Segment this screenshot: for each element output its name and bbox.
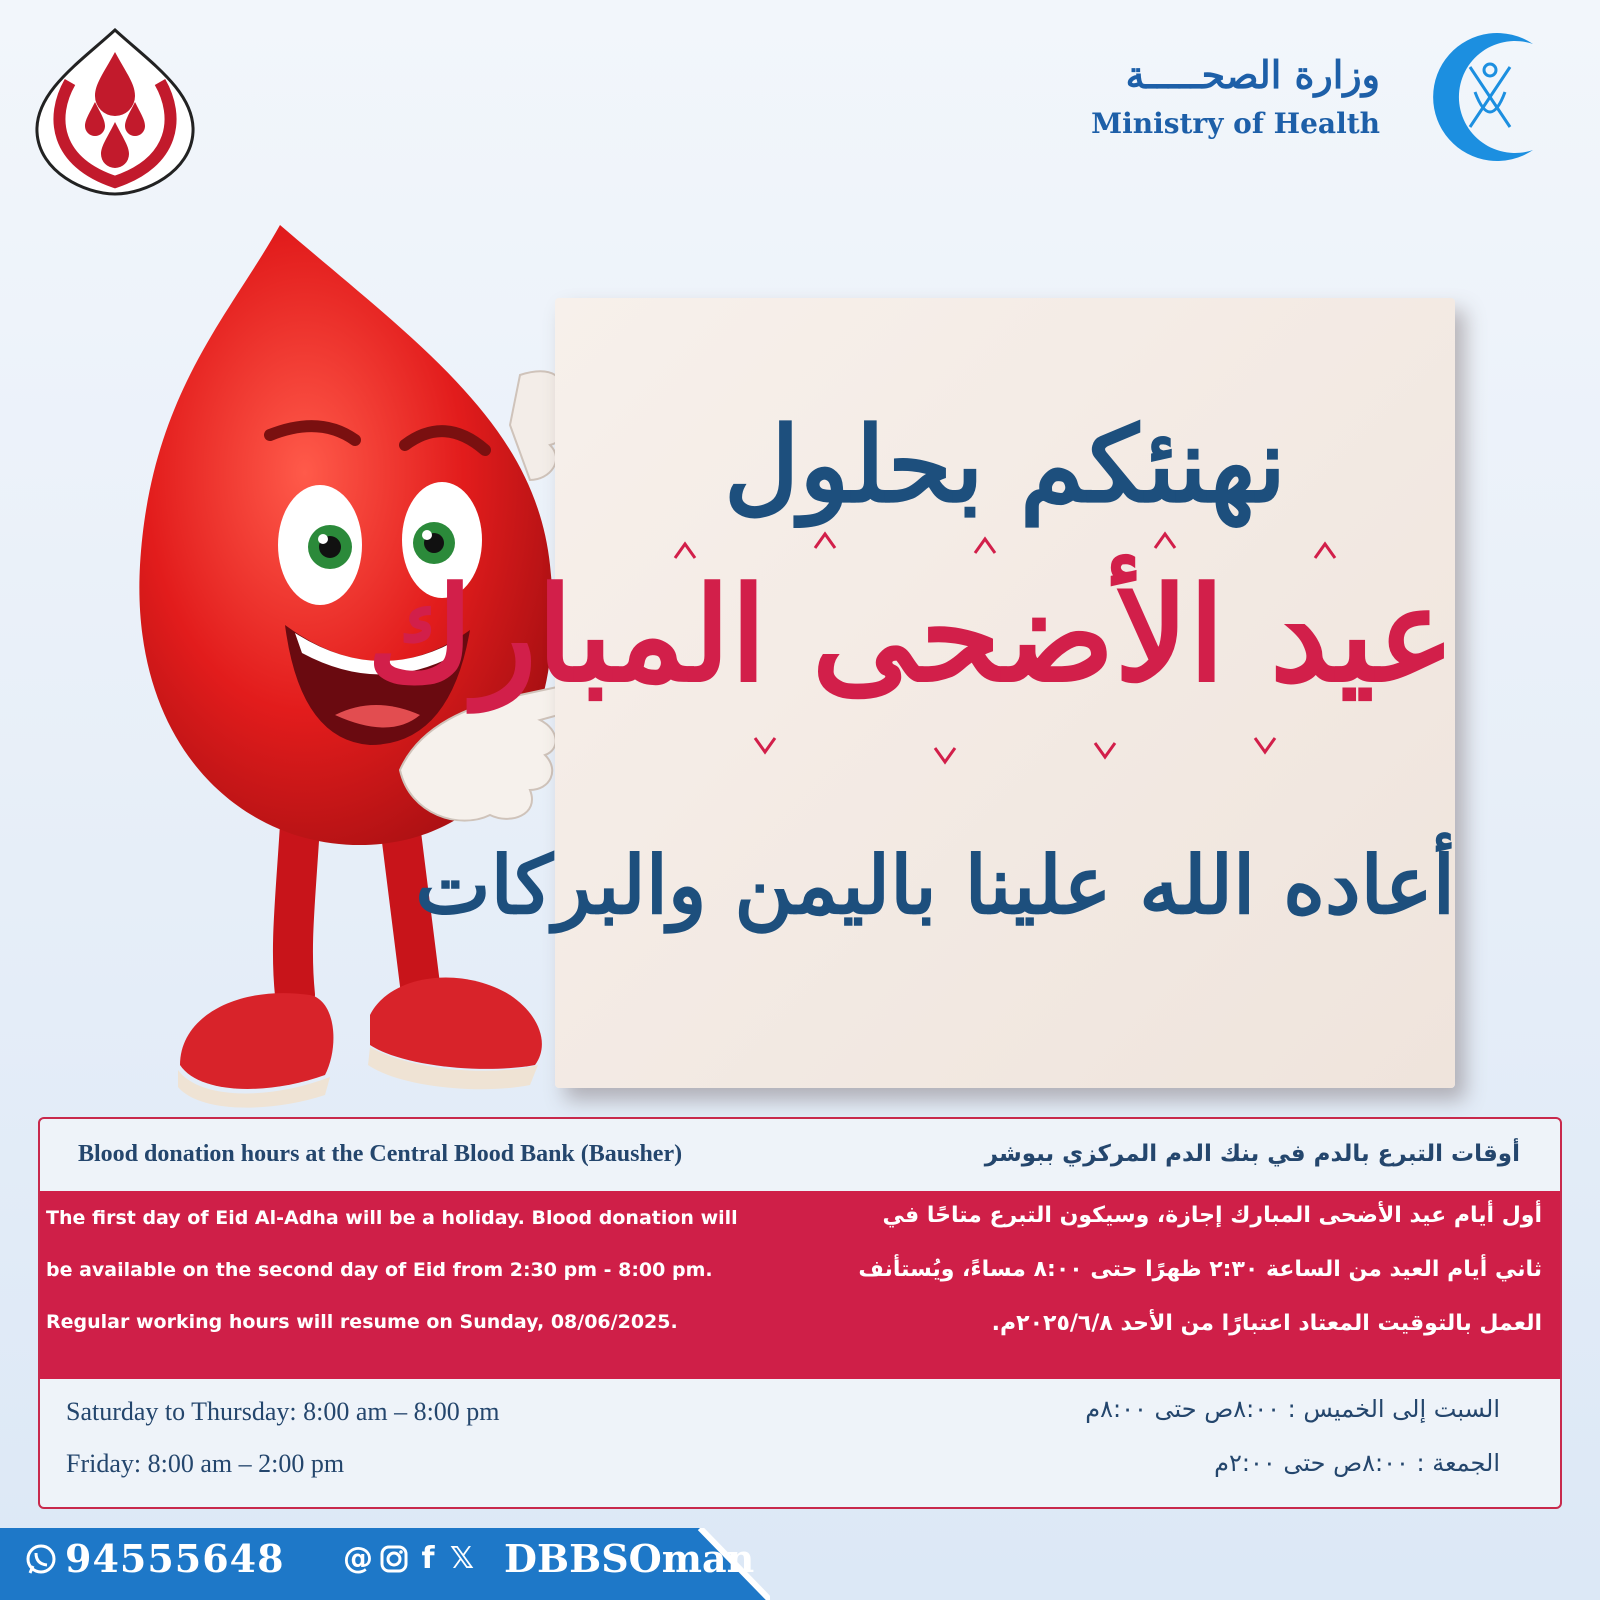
social-handle[interactable]: DBBSOman bbox=[504, 1536, 755, 1581]
whatsapp-icon[interactable] bbox=[24, 1542, 58, 1576]
notice-en-line: The first day of Eid Al-Adha will be a holiday. Blood donation will bbox=[46, 1207, 738, 1229]
notice-ar-line: أول أيام عيد الأضحى المبارك إجازة، وسيكون التبرع متاحًا في bbox=[882, 1203, 1542, 1228]
ministry-of-health-logo bbox=[1091, 22, 1565, 172]
donation-hours-panel bbox=[38, 1117, 1562, 1509]
notice-ar-line: العمل بالتوقيت المعتاد اعتبارًا من الأحد ٢٠٢٥/٦/٨م. bbox=[991, 1311, 1542, 1336]
greeting-line-1: نهنئكم بحلول bbox=[723, 403, 1287, 526]
hours-en-weekdays: Saturday to Thursday: 8:00 am – 8:00 pm bbox=[66, 1397, 500, 1426]
phone-number[interactable]: 94555648 bbox=[65, 1536, 285, 1581]
panel-title-en: Blood donation hours at the Central Blood Bank (Bausher) bbox=[78, 1141, 683, 1167]
facebook-icon[interactable]: f bbox=[421, 1541, 435, 1576]
x-icon[interactable]: 𝕏 bbox=[449, 1541, 475, 1576]
threads-icon[interactable]: @ bbox=[343, 1541, 373, 1576]
greeting-line-3: أعاده الله علينا باليمن والبركات bbox=[415, 838, 1455, 932]
ministry-name-en: Ministry of Health bbox=[1091, 107, 1380, 140]
notice-en-line: Regular working hours will resume on Sunday, 08/06/2025. bbox=[46, 1311, 678, 1333]
hours-ar-friday: الجمعة : ٨:٠٠ص حتى ٢:٠٠م bbox=[1214, 1449, 1500, 1477]
ministry-name-ar: وزارة الصحـــــة bbox=[1125, 52, 1380, 97]
hours-ar-weekdays: السبت إلى الخميس : ٨:٠٠ص حتى ٨:٠٠م bbox=[1085, 1395, 1500, 1423]
eid-notice-band bbox=[40, 1191, 1560, 1379]
notice-ar-line: ثاني أيام العيد من الساعة ٢:٣٠ ظهرًا حتى ٨:٠٠ مساءً، ويُستأنف bbox=[858, 1257, 1542, 1282]
oman-emblem-icon bbox=[1415, 22, 1565, 172]
greeting-board bbox=[366, 298, 1455, 1088]
notice-en-line: be available on the second day of Eid from 2:30 pm - 8:00 pm. bbox=[46, 1259, 713, 1281]
panel-title-ar: أوقات التبرع بالدم في بنك الدم المركزي ببوشر bbox=[984, 1141, 1520, 1167]
greeting-line-2: عيد الأضحى المبارك bbox=[366, 558, 1455, 711]
instagram-icon[interactable] bbox=[378, 1542, 410, 1576]
hours-en-friday: Friday: 8:00 am – 2:00 pm bbox=[66, 1449, 345, 1478]
contact-footer bbox=[0, 1528, 770, 1600]
blood-bank-logo bbox=[25, 22, 205, 202]
